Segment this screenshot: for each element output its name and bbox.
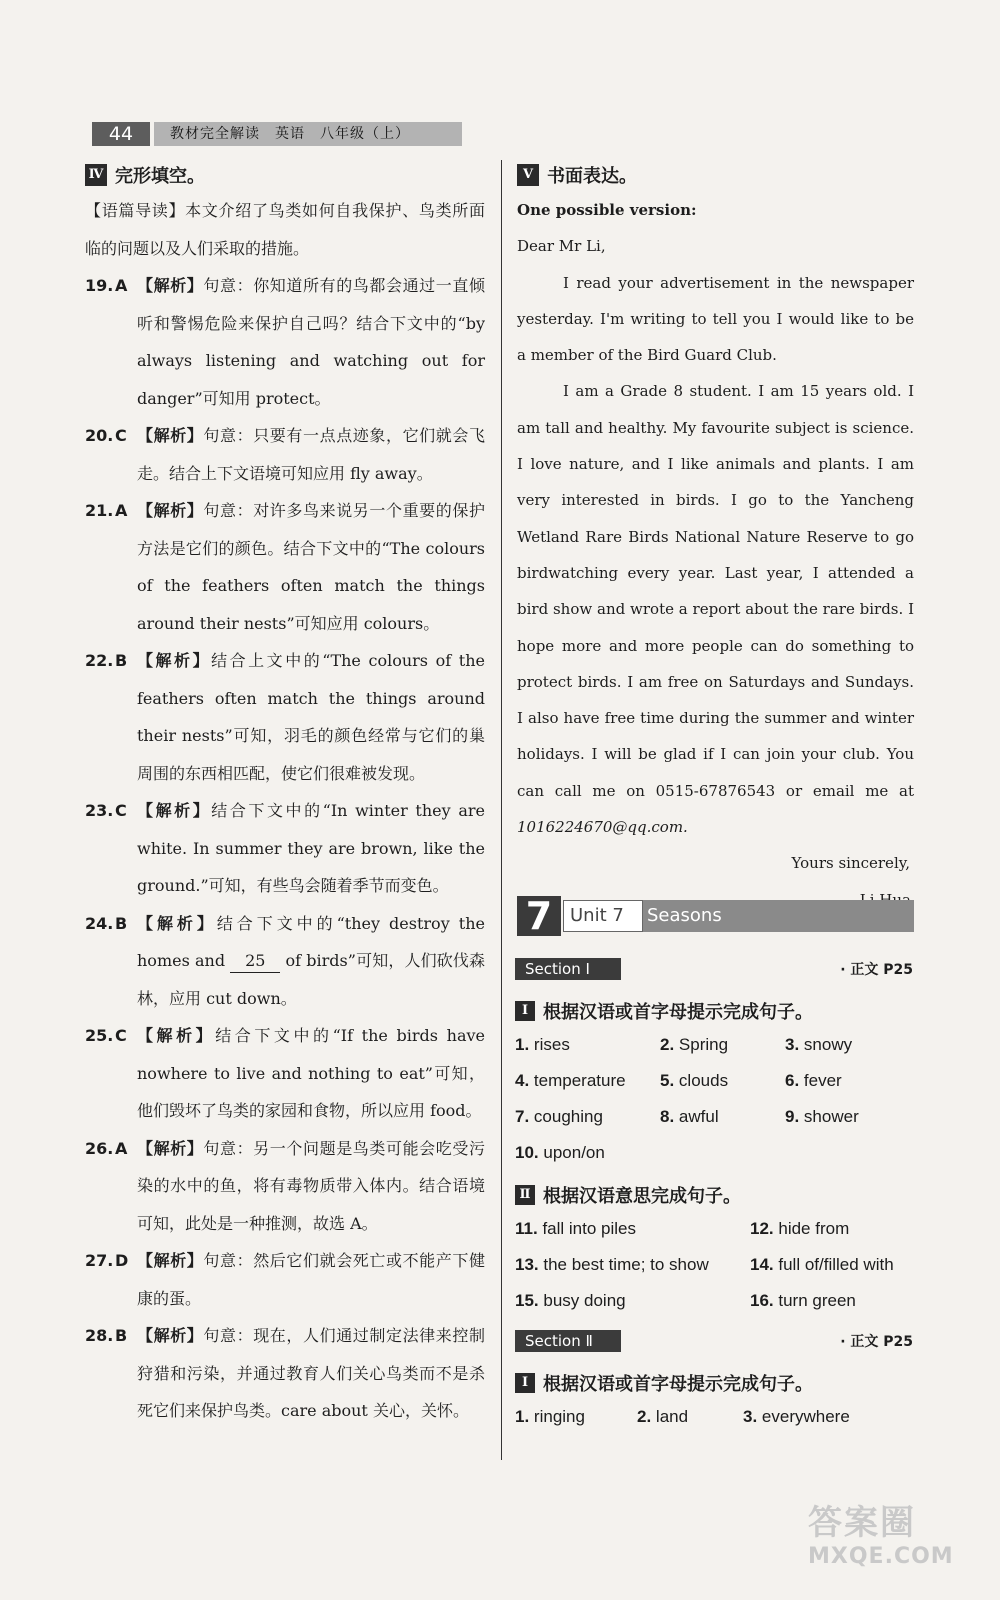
answer-text: awful (678, 1107, 719, 1126)
answer-row (515, 1135, 915, 1171)
unit-label: Unit 7 (563, 900, 643, 932)
answer-item (515, 1211, 636, 1247)
question-item (85, 417, 485, 492)
version-label: One possible version: (517, 201, 697, 219)
letter-salutation: Dear Mr Li, (517, 237, 606, 256)
question-item (85, 642, 485, 792)
question-answer: A (115, 1138, 128, 1158)
question-explanation (137, 1242, 485, 1317)
answer-item (515, 1283, 626, 1319)
page-reference: · 正文 P25 (840, 1334, 913, 1350)
answer-text: busy doing (543, 1291, 626, 1310)
answer-number: 3. (743, 1407, 758, 1426)
unit-number-icon: 7 (517, 896, 561, 936)
answer-item (750, 1283, 856, 1319)
column-divider (501, 160, 502, 1460)
answer-row (515, 1211, 915, 1247)
explanation-tag: 【解析】 (137, 1251, 204, 1270)
intro-text: 本文介绍了鸟类如何自我保护、鸟类所面临的问题以及人们采取的措施。 (85, 201, 485, 258)
answer-row (515, 1399, 915, 1435)
watermark-logo (808, 1495, 978, 1585)
section-number-badge: Ⅴ (517, 164, 539, 186)
book-title: 教材完全解读 英语 八年级（上） (154, 122, 462, 146)
answer-item (515, 1247, 709, 1283)
explanation-tag: 【解析】 (137, 426, 204, 445)
answer-item (660, 1027, 728, 1063)
question-number: 20. (85, 426, 114, 445)
question-number: 26. (85, 1138, 114, 1158)
question-explanation (137, 792, 485, 905)
question-answer: D (115, 1251, 129, 1270)
answer-number: 13. (515, 1255, 539, 1274)
explanation-tag: 【解析】 (137, 801, 212, 820)
question-answer: C (115, 1026, 127, 1045)
page-number: 44 (92, 122, 150, 146)
answer-item (660, 1063, 728, 1099)
answer-number: 5. (660, 1071, 675, 1090)
answer-item (743, 1399, 850, 1435)
answer-text: fever (803, 1071, 842, 1090)
explanation-text: 句意：然后它们就会死亡或不能产下健康的蛋。 (137, 1251, 485, 1308)
exercise-title: 根据汉语意思完成句子。 (543, 1186, 741, 1207)
answer-text: shower (803, 1107, 859, 1126)
letter-paragraph: I read your advertisement in the newspaper yesterday. I'm writing to tell you I would like to be a member of the Bird Guard Club. (517, 273, 914, 365)
section-pill: Section Ⅰ (515, 958, 621, 980)
email-address: 1016224670@qq.com. (517, 818, 688, 837)
question-item (85, 792, 485, 905)
answer-number: 2. (660, 1035, 675, 1054)
answer-item (515, 1135, 605, 1171)
page-header (92, 122, 462, 146)
section-pill: Section Ⅱ (515, 1330, 621, 1352)
explanation-text: 结合上文中的“The colours of the feathers often match the things around their nests”可知，羽毛的颜色经常与它们的巢周围的东西相匹配，使它们很难被发现。 (137, 651, 485, 783)
section-number-badge: Ⅳ (85, 164, 107, 186)
letter-closing: Yours sincerely, (791, 854, 910, 873)
answer-item (660, 1099, 719, 1135)
answer-text: temperature (533, 1071, 626, 1090)
question-number: 24. (85, 913, 114, 933)
answer-number: 16. (750, 1291, 774, 1310)
watermark-url: MXQE.COM (808, 1544, 954, 1569)
answer-row (515, 1247, 915, 1283)
answer-number: 7. (515, 1107, 530, 1126)
exercise-heading (515, 998, 813, 1024)
question-explanation (137, 1317, 485, 1430)
watermark-text: 答案圈 (808, 1503, 916, 1543)
question-item (85, 492, 485, 642)
question-explanation (137, 905, 485, 1018)
question-answer: C (115, 801, 127, 820)
exercise-title: 根据汉语或首字母提示完成句子。 (543, 1374, 813, 1395)
answer-text: rises (533, 1035, 570, 1054)
intro-tag: 【语篇导读】 (85, 201, 186, 220)
question-explanation (137, 1017, 485, 1130)
answer-item (637, 1399, 688, 1435)
explanation-text: 结合下文中的“If the birds have nowhere to live and nothing to eat”可知，他们毁坏了鸟类的家园和食物，所以应用 food。 (137, 1026, 485, 1120)
explanation-tag: 【解析】 (137, 1138, 204, 1158)
answer-number: 2. (637, 1407, 652, 1426)
section-heading-cloze (85, 158, 485, 192)
explanation-tag: 【解析】 (137, 913, 217, 933)
page-reference: · 正文 P25 (840, 962, 913, 978)
question-explanation (137, 1130, 485, 1243)
question-item (85, 1130, 485, 1243)
answer-number: 8. (660, 1107, 675, 1126)
cloze-blank: 25 (230, 950, 280, 973)
answer-grid (515, 1211, 915, 1319)
answer-text: upon/on (543, 1143, 605, 1162)
letter-paragraph (517, 373, 914, 845)
answer-text: coughing (533, 1107, 603, 1126)
left-column (85, 158, 485, 1430)
question-explanation (137, 417, 485, 492)
answer-grid (515, 1027, 915, 1171)
answer-item (785, 1099, 859, 1135)
question-item (85, 1317, 485, 1430)
answer-item (515, 1399, 585, 1435)
section-header-row (515, 958, 913, 980)
explanation-tag: 【解析】 (137, 1026, 216, 1045)
question-number: 27. (85, 1251, 114, 1270)
answer-text: snowy (803, 1035, 853, 1054)
exercise-number-badge: Ⅰ (515, 1001, 535, 1021)
question-answer: A (115, 501, 128, 520)
question-item (85, 905, 485, 1018)
answer-text: hide from (778, 1219, 850, 1238)
answer-item (785, 1063, 842, 1099)
answer-item (750, 1247, 894, 1283)
question-answer: C (115, 426, 127, 445)
explanation-text: 结合下文中的“they destroy the homes and (137, 913, 485, 970)
unit-banner (517, 896, 914, 936)
section-title: 书面表达。 (547, 166, 637, 187)
explanation-text: of birds”可知，人们砍伐森林，应用 cut down。 (137, 951, 485, 1008)
answer-text: everywhere (761, 1407, 850, 1426)
answer-number: 9. (785, 1107, 800, 1126)
sample-letter (517, 192, 914, 918)
section-header-row (515, 1330, 913, 1352)
right-column (517, 158, 914, 918)
exercise-heading (515, 1182, 741, 1208)
question-number: 28. (85, 1326, 114, 1345)
question-answer: B (115, 1326, 128, 1345)
answer-text: Spring (678, 1035, 729, 1054)
explanation-tag: 【解析】 (137, 276, 204, 295)
answer-number: 14. (750, 1255, 774, 1274)
answer-number: 1. (515, 1407, 530, 1426)
explanation-text: 句意：对许多鸟来说另一个重要的保护方法是它们的颜色。结合下文中的“The colours of the feathers often match the things around their nests”可知应用 colours。 (137, 501, 485, 633)
answer-item (750, 1211, 849, 1247)
question-explanation (137, 642, 485, 792)
explanation-text: 结合下文中的“In winter they are white. In summer they are brown, like the ground.”可知，有些鸟会随着季节而变色。 (137, 801, 485, 895)
question-explanation (137, 267, 485, 417)
explanation-tag: 【解析】 (137, 501, 204, 520)
answer-row (515, 1283, 915, 1319)
answer-number: 1. (515, 1035, 530, 1054)
unit-title: Seasons (643, 900, 914, 932)
explanation-tag: 【解析】 (137, 651, 212, 670)
explanation-text: 句意：你知道所有的鸟都会通过一直倾听和警惕危险来保护自己吗？结合下文中的“by always listening and watching out for danger”可知用 protect。 (137, 276, 485, 408)
answer-text: turn green (778, 1291, 856, 1310)
question-explanation (137, 492, 485, 642)
question-number: 21. (85, 501, 114, 520)
answer-item (785, 1027, 852, 1063)
answer-text: clouds (678, 1071, 729, 1090)
answer-number: 10. (515, 1143, 539, 1162)
answer-item (515, 1027, 570, 1063)
question-item (85, 267, 485, 417)
question-number: 23. (85, 801, 114, 820)
answer-text: the best time; to show (543, 1255, 709, 1274)
passage-intro (85, 192, 485, 267)
exercise-number-badge: Ⅱ (515, 1185, 535, 1205)
question-number: 22. (85, 651, 114, 670)
answer-item (515, 1063, 626, 1099)
answer-grid (515, 1399, 915, 1435)
answer-row (515, 1063, 915, 1099)
question-answer: B (115, 913, 128, 933)
answer-number: 4. (515, 1071, 530, 1090)
explanation-text: 句意：现在，人们通过制定法律来控制狩猎和污染，并通过教育人们关心鸟类而不是杀死它们来保护鸟类。care about 关心，关怀。 (137, 1326, 485, 1420)
answer-number: 12. (750, 1219, 774, 1238)
question-answer: B (115, 651, 128, 670)
answer-text: fall into piles (542, 1219, 636, 1238)
question-item (85, 1242, 485, 1317)
question-item (85, 1017, 485, 1130)
answer-number: 11. (515, 1219, 538, 1238)
answer-number: 15. (515, 1291, 539, 1310)
explanation-tag: 【解析】 (137, 1326, 204, 1345)
answer-item (515, 1099, 603, 1135)
letter-paragraph-text: I am a Grade 8 student. I am 15 years old. I am tall and healthy. My favourite subject is science. I love nature, and I like animals and plants. I am very interested in birds. I go to the Yancheng Wetland Rare Birds National Nature Reserve to go birdwatching every year. Last year, I attended a bird show and wrote a report about the rare birds. I hope more and more people can do something to protect birds. I am free on Saturdays and Sundays. I also have free time during the summer and winter holidays. I will be glad if I can join your club. You can call me on 0515-67876543 or email me at (517, 382, 914, 800)
explanation-text: 句意：只要有一点点迹象，它们就会飞走。结合上下文语境可知应用 fly away。 (137, 426, 485, 483)
question-number: 25. (85, 1026, 114, 1045)
exercise-heading (515, 1370, 813, 1396)
answer-text: full of/filled with (778, 1255, 894, 1274)
section-heading-writing (517, 158, 914, 192)
answer-number: 3. (785, 1035, 800, 1054)
section-title: 完形填空。 (115, 166, 205, 187)
explanation-text: 句意：另一个问题是鸟类可能会吃受污染的水中的鱼，将有毒物质带入体内。结合语境可知，此处是一种推测，故选 A。 (137, 1138, 485, 1233)
question-number: 19. (85, 276, 114, 295)
answer-number: 6. (785, 1071, 800, 1090)
exercise-number-badge: Ⅰ (515, 1373, 535, 1393)
answer-row (515, 1099, 915, 1135)
answer-text: ringing (533, 1407, 585, 1426)
answer-row (515, 1027, 915, 1063)
question-answer: A (115, 276, 128, 295)
exercise-title: 根据汉语或首字母提示完成句子。 (543, 1002, 813, 1023)
answer-text: land (655, 1407, 689, 1426)
